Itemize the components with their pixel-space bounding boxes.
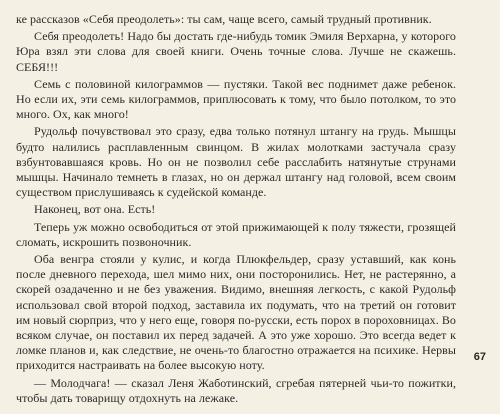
paragraph-release: Теперь уж можно освободиться от этой прижимающей к полу тяжести, грозящей сломать, искрошить позвоночник. [16,219,456,249]
paragraph-finally: Наконец, вот она. Есть! [34,202,156,217]
paragraph-hungarians: Оба венгра стояли у кулис, и когда Плюкфельдер, сразу уставший, как конь после дневного перехода, шел мимо них, они посторонились. Нет, не растерянно, а скорей озадаченно и не без уважения. Видимо, внешняя легкость, с какой Рудольф использовал свой второй подход, заставила их подумать, что на третий он готовит им новый сюрприз, что у него еще, говоря по-русски, есть порох в пороховницах. Во всяком случае, он поставил их перед задачей. А это уже хорошо. Это всегда ведет к ломке планов и, как следствие, не очень-то благостно отражается на психике. Нервы приходится настраивать на более высокую ноту. [16,252,456,373]
paragraph-weight: Семь с половиной килограммов — пустяки. Такой вес поднимет даже ребенок. Но если их, эти семь килограммов, приплюсовать к тому, что было потолком, то это много. Ох, как много! [16,76,456,122]
book-page-text [16,12,456,410]
paragraph-continuation: ке рассказов «Себя преодолеть»: ты сам, чаще всего, самый трудный противник. [16,12,432,26]
paragraph-rudolf-lift: Рудольф почувствовал это сразу, едва только потянул штангу на грудь. Мышцы будто налились расплавленным свинцом. В жилах молотками застучала сразу взбунтовавшаяся кровь. Но он не позволил себе расслабить натянутые струнами мышцы. Начинало темнеть в глазах, но он держал штангу над головой, всем своим существом прислушиваясь к судейской команде. [16,124,456,200]
paragraph-overcome-yourself: Себя преодолеть! Надо бы достать где-нибудь томик Эмиля Верхарна, у которого Юра взял эти слова для своей книги. Очень точные слова. Лучше не скажешь. СЕБЯ!!! [16,29,456,74]
paragraph-zhabotinsky: — Молодчага! — сказал Леня Жаботинский, сгребая пятерней чьи-то пожитки, чтобы дать товарищу отдохнуть на лежаке. [16,375,456,405]
page-number: 67 [473,351,486,363]
